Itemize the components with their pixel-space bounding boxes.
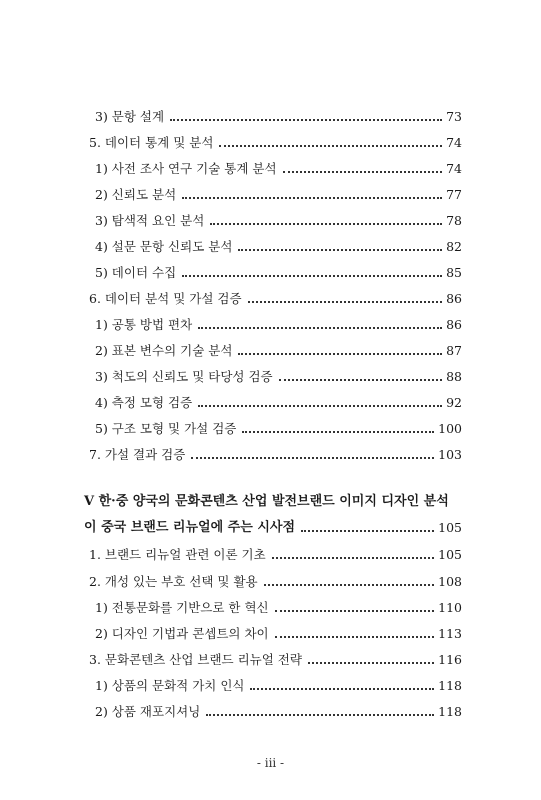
toc-page-number: 74 (446, 161, 462, 176)
toc-page-number: 73 (446, 109, 462, 124)
toc-leader-dots (198, 327, 442, 329)
toc-entry[interactable] (0, 441, 541, 463)
toc-entry-label: 2) 신뢰도 분석 (95, 187, 177, 202)
toc-entry[interactable] (0, 389, 541, 411)
toc-leader-dots (275, 636, 435, 638)
toc-entry[interactable] (0, 620, 541, 642)
toc-page-number: 92 (446, 395, 462, 410)
toc-leader-dots (272, 557, 434, 559)
toc-page-number: 100 (438, 421, 462, 436)
toc-page-number: 116 (438, 652, 462, 667)
toc-page-number: 118 (438, 678, 462, 693)
toc-entry[interactable] (0, 103, 541, 125)
toc-page-number: 113 (438, 626, 462, 641)
toc-entry[interactable] (0, 541, 541, 563)
toc-entry-label: 3) 문항 설계 (95, 109, 165, 124)
toc-entry-label: 7. 가설 결과 검증 (89, 447, 186, 462)
toc-entry-label: 3) 척도의 신뢰도 및 타당성 검증 (95, 369, 273, 384)
toc-entry-label: 1) 상품의 문화적 가치 인식 (95, 678, 245, 693)
toc-entry-label: 3. 문화콘텐츠 산업 브랜드 리뉴얼 전략 (89, 652, 302, 667)
toc-entry-label: 4) 측정 모형 검증 (95, 395, 193, 410)
toc-leader-dots (308, 662, 434, 664)
toc-leader-dots (238, 353, 442, 355)
toc-leader-dots (210, 223, 442, 225)
toc-entry[interactable] (0, 129, 541, 151)
toc-leader-dots (283, 171, 443, 173)
toc-page-number: 105 (438, 520, 462, 535)
toc-page-number: 74 (446, 135, 462, 150)
toc-entry[interactable] (0, 568, 541, 590)
toc-page-number: 78 (446, 213, 462, 228)
toc-entry[interactable] (0, 698, 541, 720)
toc-entry-label: 6. 데이터 분석 및 가설 검증 (89, 291, 242, 306)
toc-leader-dots (170, 119, 442, 121)
toc-entry[interactable] (0, 594, 541, 616)
toc-entry-label: 1) 전통문화를 기반으로 한 혁신 (95, 600, 269, 615)
toc-entry[interactable] (0, 259, 541, 281)
toc-page-number: 87 (446, 343, 462, 358)
toc-leader-dots (219, 145, 442, 147)
page-footer-number: - iii - (256, 756, 285, 770)
toc-entry[interactable] (0, 646, 541, 668)
toc-leader-dots (206, 714, 434, 716)
toc-entry-label: 2) 상품 재포지셔닝 (95, 704, 201, 719)
toc-page-number: 105 (438, 547, 462, 562)
chapter-heading-line2[interactable] (84, 520, 462, 536)
toc-page-number: 118 (438, 704, 462, 719)
chapter-heading-label: 이 중국 브랜드 리뉴얼에 주는 시사점 (84, 520, 295, 535)
toc-leader-dots (182, 197, 442, 199)
toc-entry[interactable] (0, 233, 541, 255)
toc-leader-dots (191, 457, 434, 459)
toc-entry[interactable] (0, 672, 541, 694)
toc-entry[interactable] (0, 207, 541, 229)
toc-leader-dots (301, 530, 434, 532)
toc-page-number: 86 (446, 291, 462, 306)
toc-page-number: 88 (446, 369, 462, 384)
toc-entry[interactable] (0, 415, 541, 437)
toc-page-number: 86 (446, 317, 462, 332)
toc-entry[interactable] (0, 337, 541, 359)
toc-entry-label: 3) 탐색적 요인 분석 (95, 213, 205, 228)
toc-leader-dots (279, 379, 442, 381)
toc-entry-label: 2) 표본 변수의 기술 분석 (95, 343, 233, 358)
toc-page-number: 77 (446, 187, 462, 202)
toc-entry[interactable] (0, 155, 541, 177)
toc-entry-label: 2. 개성 있는 부호 선택 및 활용 (89, 574, 258, 589)
toc-entry-label: 5. 데이터 통계 및 분석 (89, 135, 214, 150)
toc-leader-dots (264, 584, 435, 586)
toc-leader-dots (238, 249, 442, 251)
toc-page-number: 108 (438, 574, 462, 589)
toc-page-number: 103 (438, 447, 462, 462)
toc-entry[interactable] (0, 285, 541, 307)
toc-page-number: 85 (446, 265, 462, 280)
toc-entry-label: 4) 설문 문항 신뢰도 분석 (95, 239, 233, 254)
toc-page-number: 82 (446, 239, 462, 254)
toc-entry[interactable] (0, 181, 541, 203)
toc-entry-label: 1) 사전 조사 연구 기술 통계 분석 (95, 161, 277, 176)
toc-page-number: 110 (438, 600, 462, 615)
toc-leader-dots (242, 431, 434, 433)
chapter-heading-line1[interactable]: V 한·중 양국의 문화콘텐츠 산업 발전브랜드 이미지 디자인 분석 (84, 494, 449, 509)
toc-leader-dots (250, 688, 434, 690)
toc-leader-dots (248, 301, 443, 303)
toc-leader-dots (275, 610, 435, 612)
toc-entry-label: 1. 브랜드 리뉴얼 관련 이론 기초 (89, 547, 266, 562)
toc-leader-dots (198, 405, 442, 407)
toc-leader-dots (182, 275, 442, 277)
toc-entry-label: 1) 공통 방법 편차 (95, 317, 193, 332)
toc-entry[interactable] (0, 363, 541, 385)
toc-entry-label: 2) 디자인 기법과 콘셉트의 차이 (95, 626, 269, 641)
toc-entry[interactable] (0, 311, 541, 333)
toc-entry-label: 5) 데이터 수집 (95, 265, 177, 280)
toc-entry-label: 5) 구조 모형 및 가설 검증 (95, 421, 237, 436)
